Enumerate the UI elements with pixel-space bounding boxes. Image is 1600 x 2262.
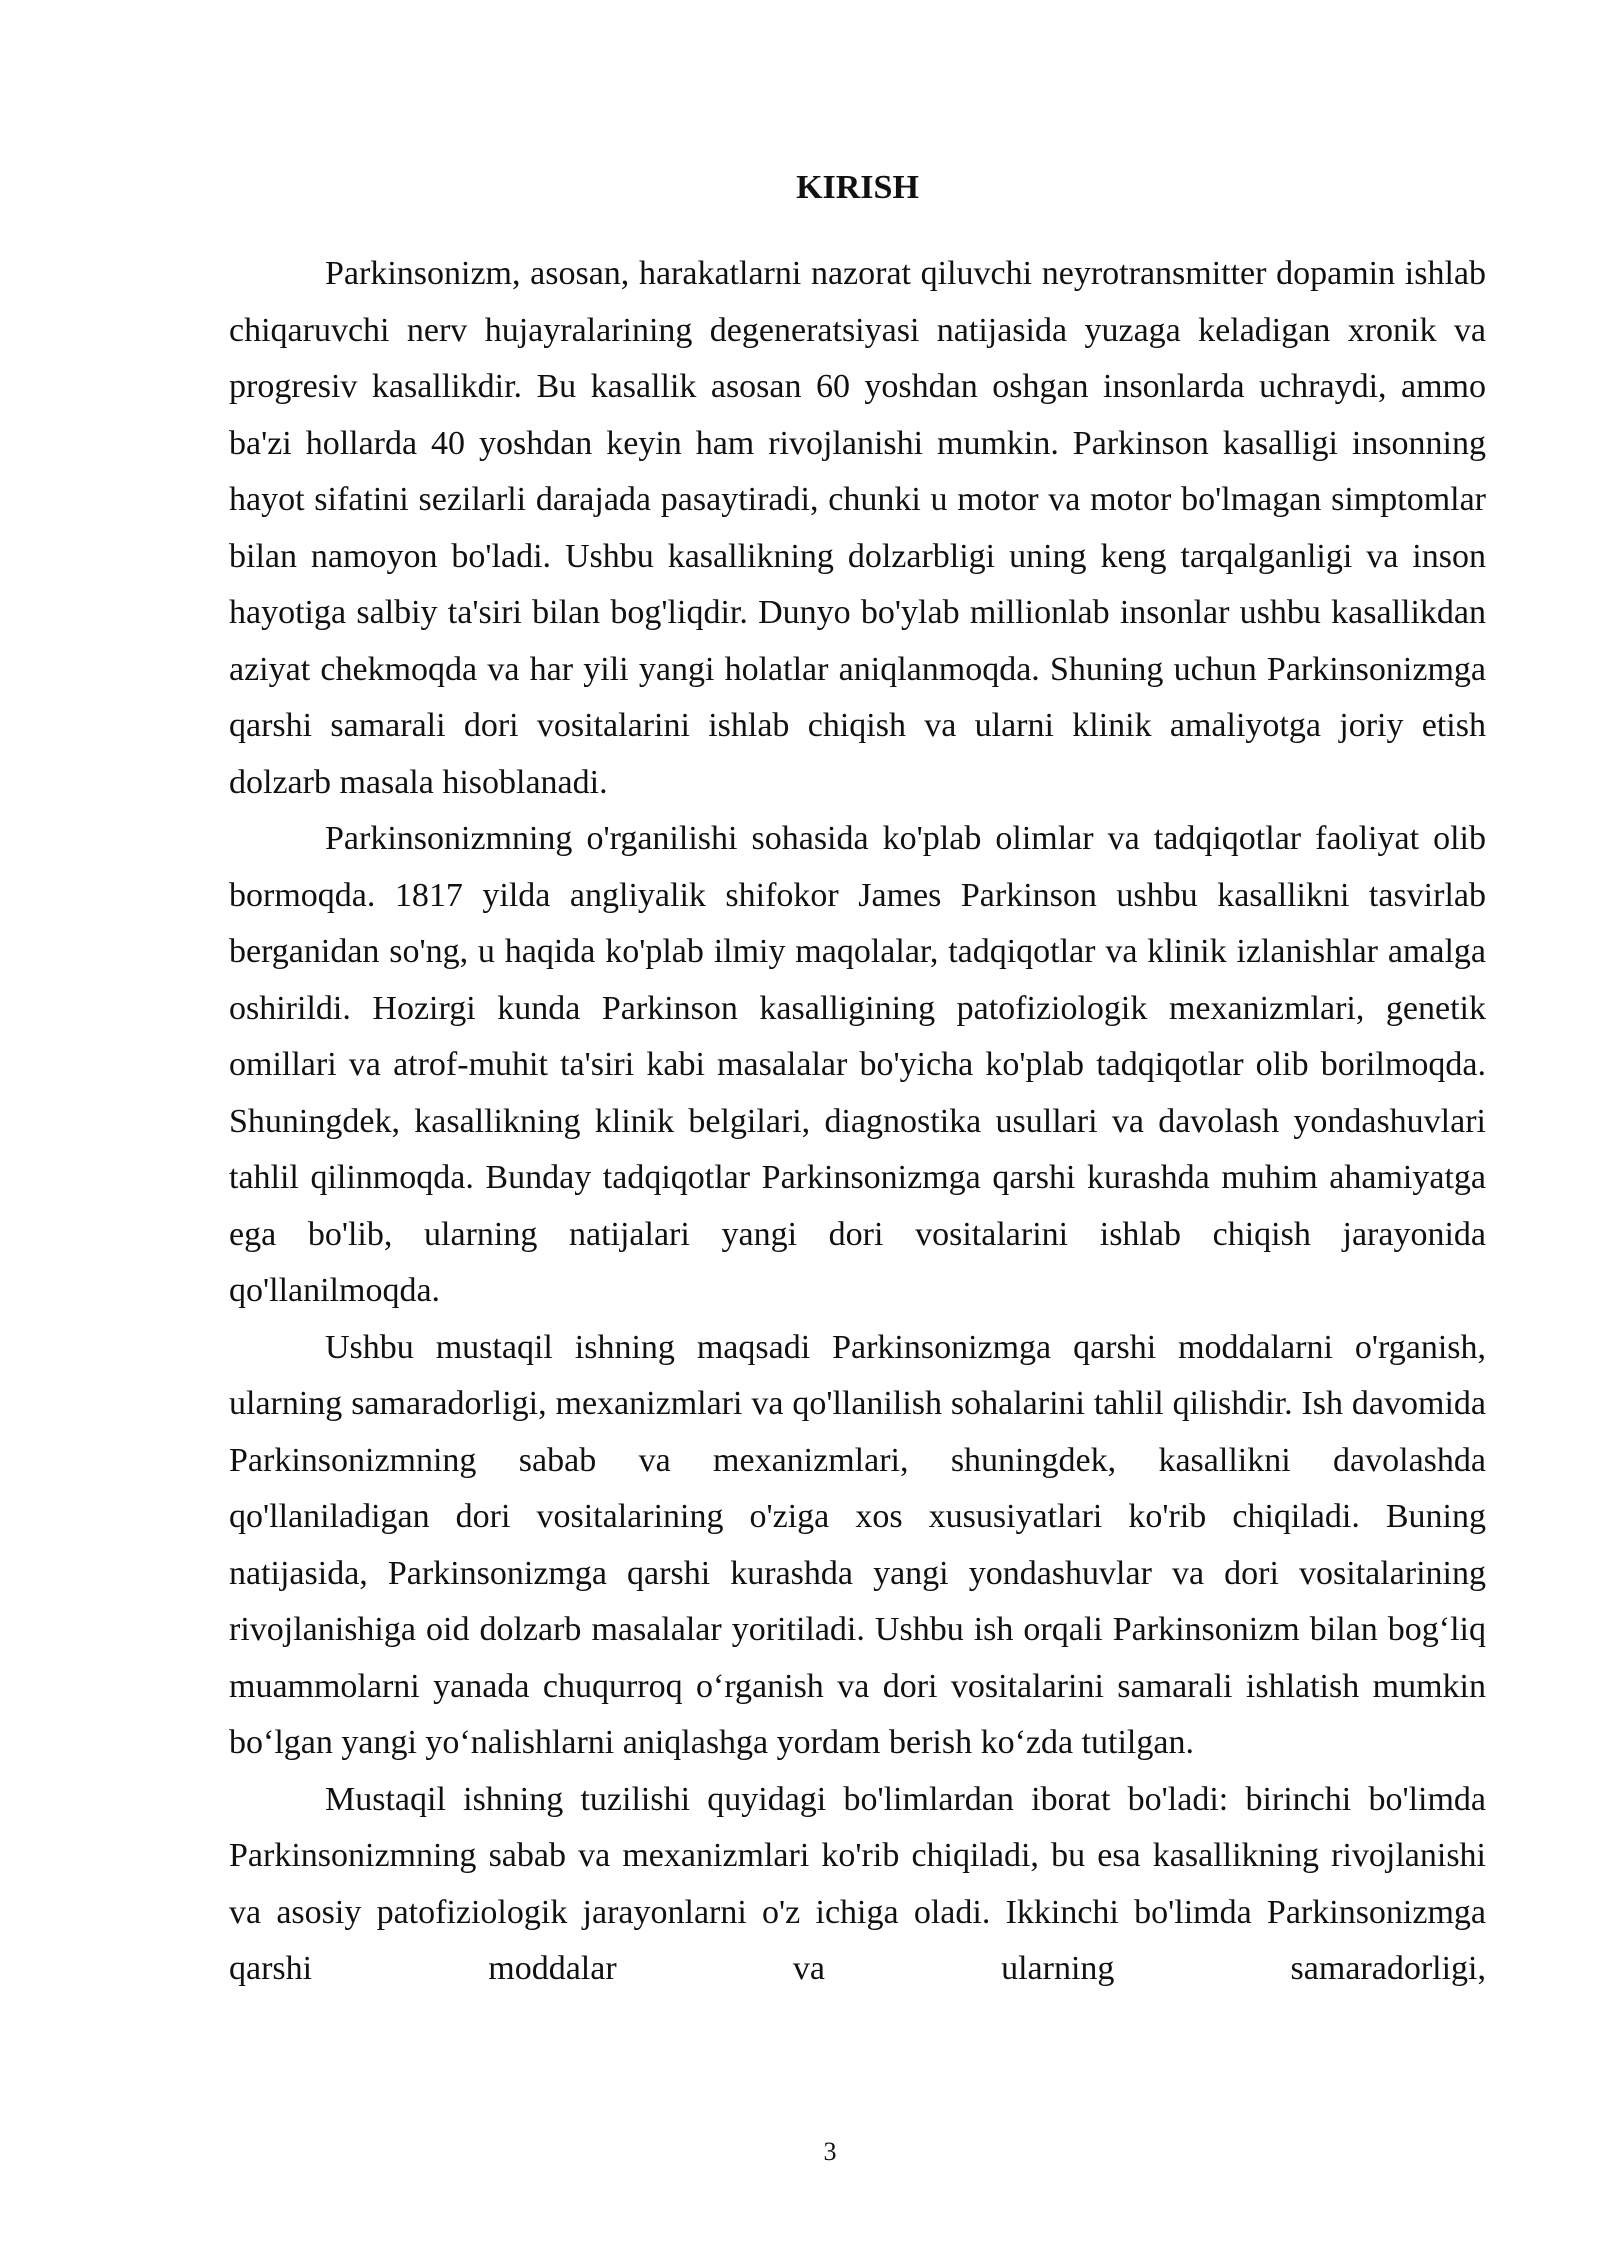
paragraph-4: Mustaqil ishning tuzilishi quyidagi bo'limlardan iborat bo'ladi: birinchi bo'limda Parkinsonizmning sabab va mexanizmlari ko'rib chiqiladi, bu esa kasallikning rivojlanishi va asosiy patofiziologik jarayonlarni o'z ichiga oladi. Ikkinchi bo'limda Parkinsonizmga qarshi moddalar va ularning samaradorligi, — [229, 1780, 1486, 1987]
paragraph-2: Parkinsonizmning o'rganilishi sohasida ko'plab olimlar va tadqiqotlar faoliyat olib bormoqda. 1817 yilda angliyalik shifokor James Parkinson ushbu kasallikni tasvirlab berganidan so'ng, u haqida ko'plab ilmiy maqolalar, tadqiqotlar va klinik izlanishlar amalga oshirildi. Hozirgi kunda Parkinson kasalligining patofiziologik mexanizmlari, genetik omillari va atrof-muhit ta'siri kabi masalalar bo'yicha ko'plab tadqiqotlar olib borilmoqda. Shuningdek, kasallikning klinik belgilari, diagnostika usullari va davolash yondashuvlari tahlil qilinmoqda. Bunday tadqiqotlar Parkinsonizmga qarshi kurashda muhim ahamiyatga ega bo'lib, ularning natijalari yangi dori vositalarini ishlab chiqish jarayonida qo'llanilmoqda. — [229, 820, 1486, 1309]
page-number: 3 — [823, 2137, 837, 2166]
paragraph-1: Parkinsonizm, asosan, harakatlarni nazorat qiluvchi neyrotransmitter dopamin ishlab chiqaruvchi nerv hujayralarining degeneratsiyasi natijasida yuzaga keladigan xronik va progresiv kasallikdir. Bu kasallik asosan 60 yoshdan oshgan insonlarda uchraydi, ammo ba'zi hollarda 40 yoshdan keyin ham rivojlanishi mumkin. Parkinson kasalligi insonning hayot sifatini sezilarli darajada pasaytiradi, chunki u motor va motor bo'lmagan simptomlar bilan namoyon bo'ladi. Ushbu kasallikning dolzarbligi uning keng tarqalganligi va inson hayotiga salbiy ta'siri bilan bog'liqdir. Dunyo bo'ylab millionlab insonlar ushbu kasallikdan aziyat chekmoqda va har yili yangi holatlar aniqlanmoqda. Shuning uchun Parkinsonizmga qarshi samarali dori vositalarini ishlab chiqish va ularni klinik amaliyotga joriy etish dolzarb masala hisoblanadi. — [229, 255, 1486, 801]
page-title: KIRISH — [796, 169, 919, 206]
paragraph-3: Ushbu mustaqil ishning maqsadi Parkinsonizmga qarshi moddalarni o'rganish, ularning samaradorligi, mexanizmlari va qo'llanilish sohalarini tahlil qilishdir. Ish davomida Parkinsonizmning sabab va mexanizmlari, shuningdek, kasallikni davolashda qo'llaniladigan dori vositalarining o'ziga xos xususiyatlari ko'rib chiqiladi. Buning natijasida, Parkinsonizmga qarshi kurashda yangi yondashuvlar va dori vositalarining rivojlanishiga oid dolzarb masalalar yoritiladi. Ushbu ish orqali Parkinsonizm bilan bog‘liq muammolarni yanada chuqurroq o‘rganish va dori vositalarini samarali ishlatish mumkin bo‘lgan yangi yo‘nalishlarni aniqlashga yordam berish ko‘zda tutilgan. — [229, 1328, 1486, 1761]
document-body — [229, 160, 1486, 1998]
